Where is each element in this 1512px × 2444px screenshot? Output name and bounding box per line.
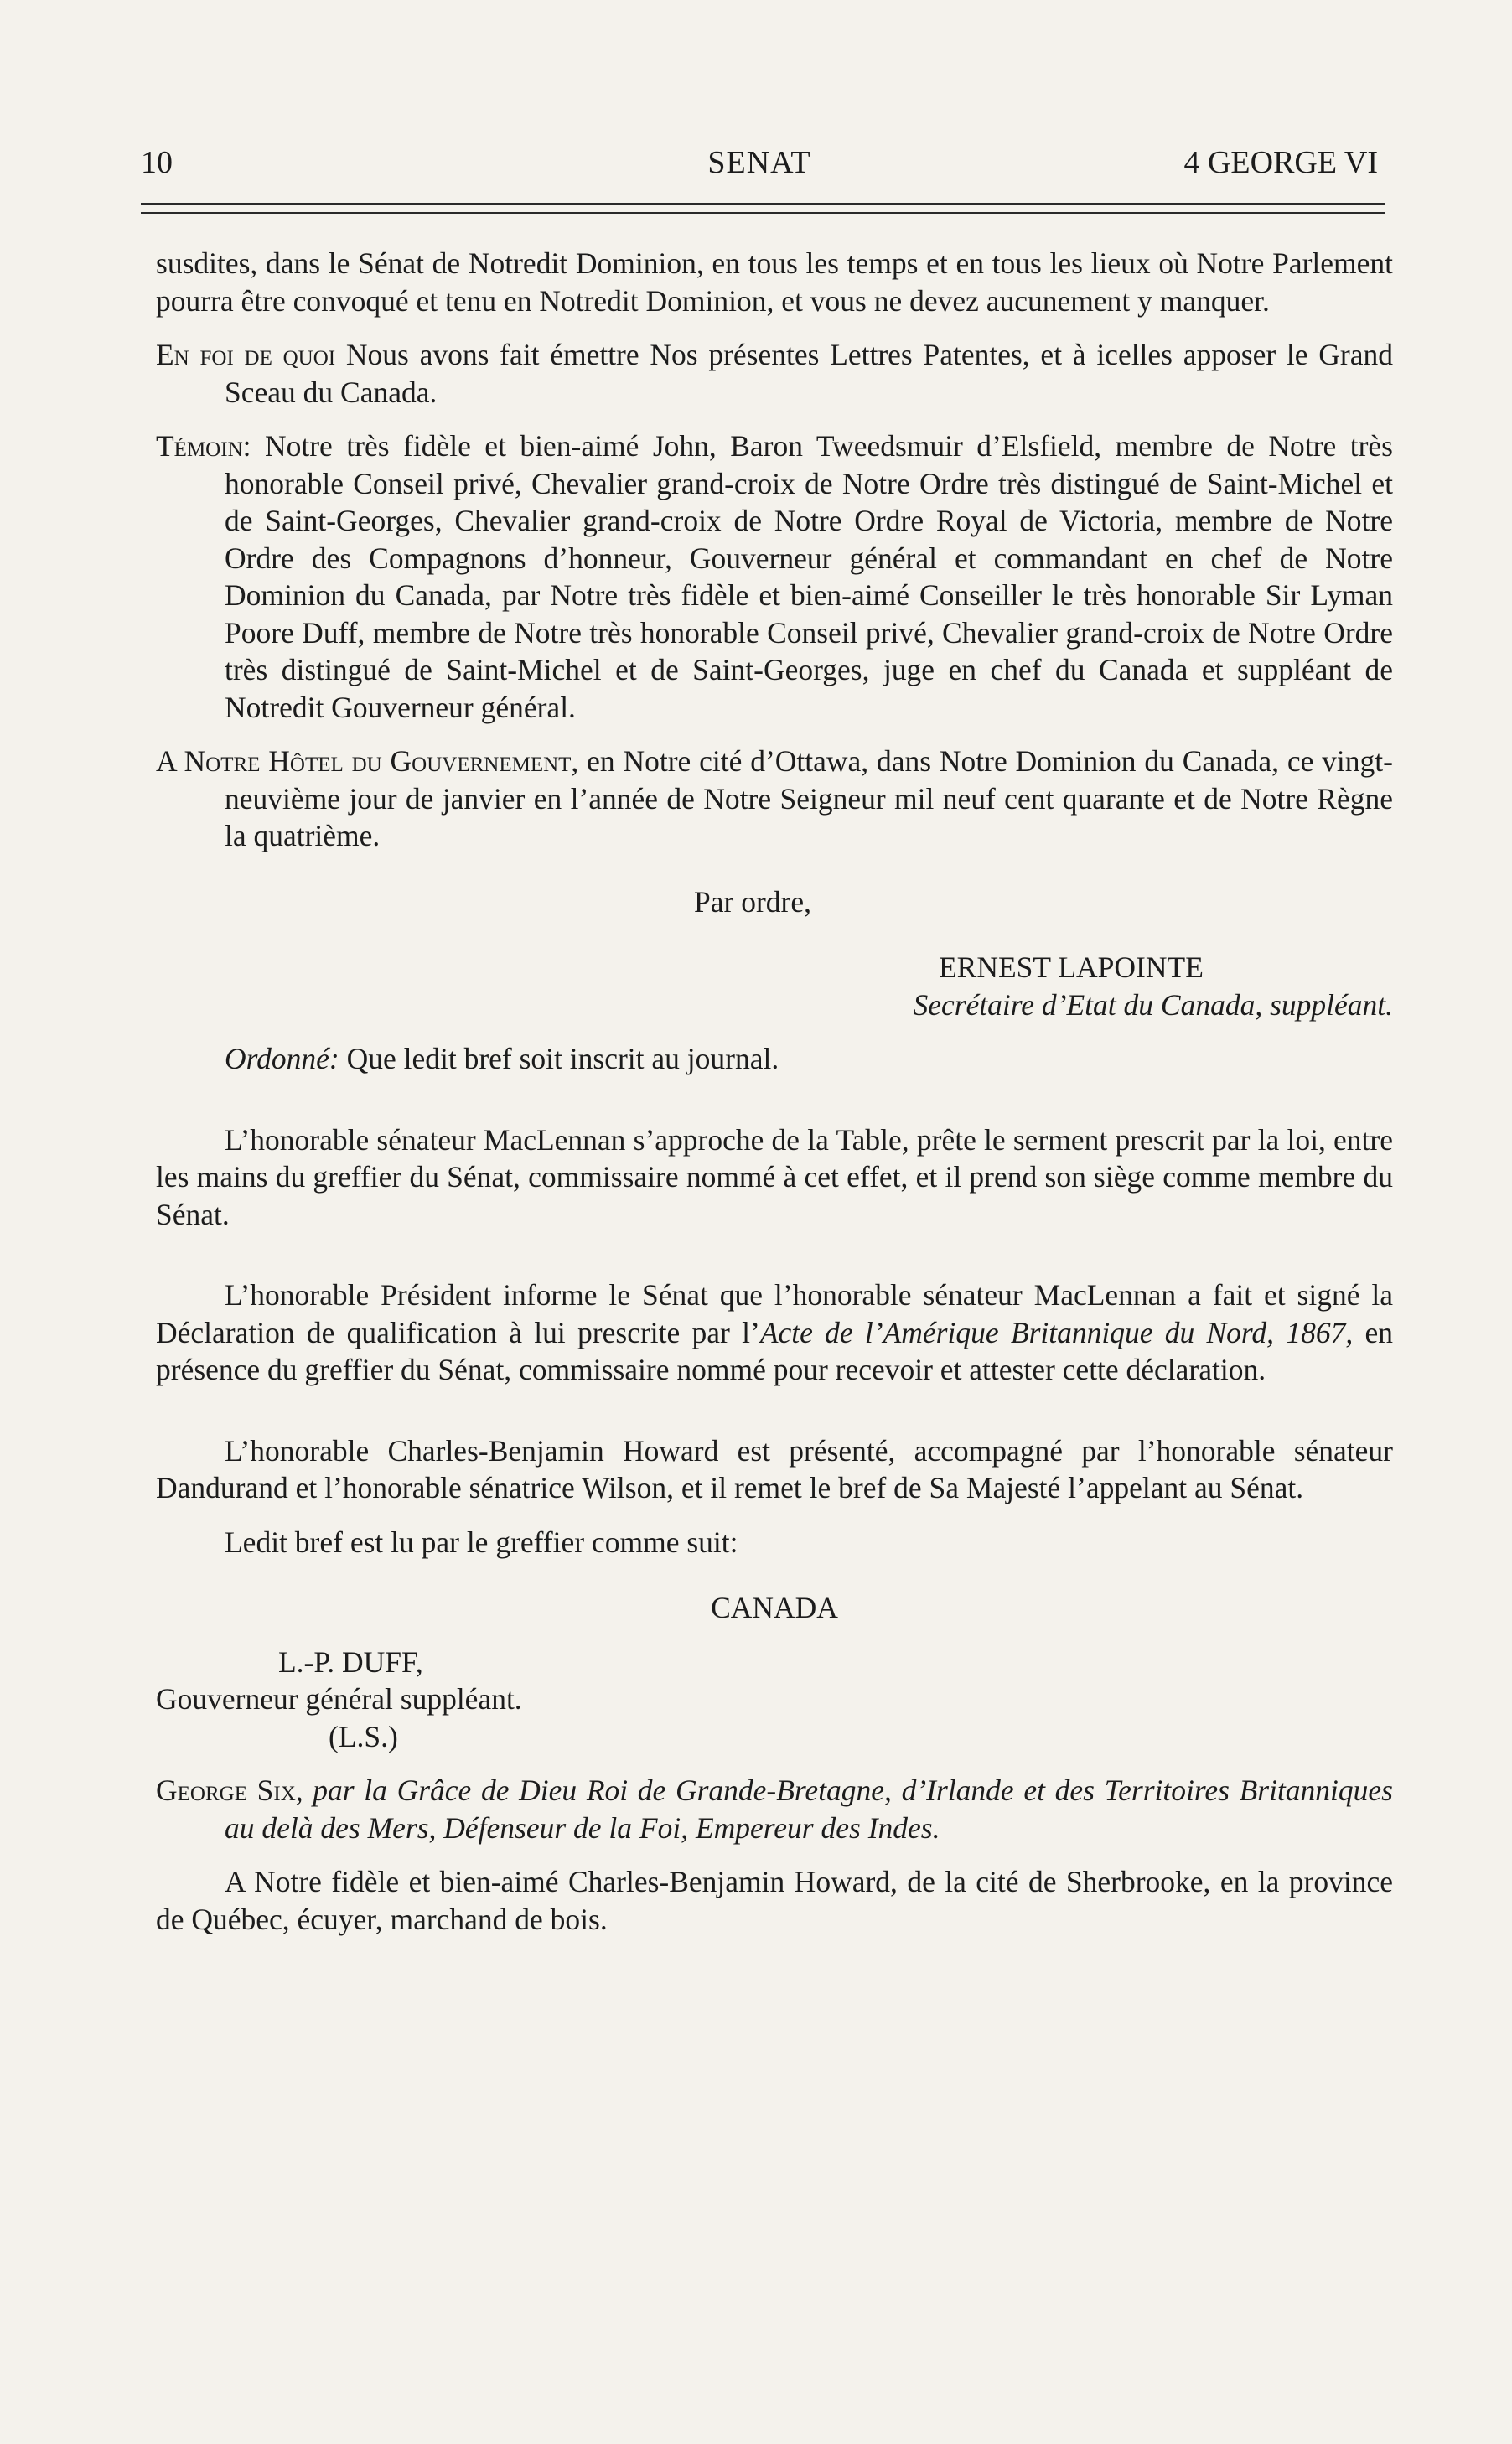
lead-george-six: George Six <box>156 1773 296 1807</box>
paragraph-en-foi <box>156 336 1393 411</box>
lead-en-foi: En foi de quoi <box>156 338 336 371</box>
paragraph-susdites: susdites, dans le Sénat de Notredit Dominion, en tous les temps et en tous les lieux où Notre Parlement pourra être convoqué et tenu en Notredit Dominion, et vous ne devez aucunement y manquer. <box>156 246 1393 318</box>
duff-title: Gouverneur général suppléant. <box>156 1682 522 1716</box>
text-temoin: : Notre très fidèle et bien-aimé John, Baron Tweedsmuir d’Elsfield, membre de Notre très honorable Conseil privé, Chevalier grand-croix de Notre Ordre très distingué de Saint-Michel et de Saint-Georges, Chevalier grand-croix de Notre Ordre Royal de Victoria, membre de Notre Ordre des Compagnons d’honneur, Gouverneur général et commandant en chef de Notre Dominion du Canada, par Notre très fidèle et bien-aimé Conseiller le très honorable Sir Lyman Poore Duff, membre de Notre très honorable Conseil privé, Chevalier grand-croix de Notre Ordre très distingué de Saint-Michel et de Saint-Georges, juge en chef du Canada et suppléant de Notredit Gouverneur général. <box>225 429 1393 724</box>
text-george-six: , par la Grâce de Dieu Roi de Grande-Bretagne, d’Irlande et des Territoires Britanniques au delà des Mers, Défenseur de la Foi, Empereur des Indes. <box>225 1773 1393 1845</box>
paragraph-bref-lu: Ledit bref est lu par le greffier comme suit: <box>225 1525 738 1559</box>
ordonne-text: Que ledit bref soit inscrit au journal. <box>339 1042 779 1075</box>
seal-ls: (L.S.) <box>329 1719 398 1753</box>
paragraph-declaration <box>156 1276 1393 1389</box>
signatory-title: Secrétaire d’Etat du Canada, suppléant. <box>913 987 1393 1022</box>
declaration-text-b: en présence du greffier du Sénat, commissaire nommé pour recevoir et attester cette déclaration. <box>156 1315 1393 1386</box>
canada-heading: CANADA <box>711 1591 838 1624</box>
paragraph-george-six <box>156 1772 1393 1846</box>
section-title: SENAT <box>707 145 811 180</box>
header-double-rule <box>141 203 1385 214</box>
paragraph-hotel <box>156 743 1393 855</box>
ordonne-lead: Ordonné: <box>225 1042 339 1075</box>
paragraph-temoin <box>156 427 1393 726</box>
page-header <box>141 141 1378 184</box>
duff-name: L.-P. DUFF, <box>278 1644 423 1679</box>
declaration-text-a: L’honorable Président informe le Sénat que l’honorable sénateur MacLennan a fait et signé la Déclaration de qualification à lui prescrite par l’ <box>156 1278 1393 1349</box>
lead-hotel: A Notre Hôtel du Gouvernement <box>156 744 572 778</box>
regnal-year: 4 GEORGE VI <box>1183 145 1378 180</box>
page-body <box>156 245 1393 1938</box>
ordonne-line <box>156 1040 1393 1078</box>
paragraph-howard-address: A Notre fidèle et bien-aimé Charles-Benjamin Howard, de la cité de Sherbrooke, en la province de Québec, écuyer, marchand de bois. <box>156 1865 1393 1936</box>
page-number: 10 <box>141 145 173 180</box>
lead-temoin: Témoin <box>156 429 243 463</box>
paragraph-howard-presented: L’honorable Charles-Benjamin Howard est présenté, accompagné par l’honorable sénateur Dandurand et l’honorable sénatrice Wilson, et il remet le bref de Sa Majesté l’appelant au Sénat. <box>156 1433 1393 1504</box>
declaration-act-title: Acte de l’Amérique Britannique du Nord, 1867, <box>759 1315 1354 1349</box>
by-order: Par ordre, <box>694 884 811 919</box>
text-hotel: , en Notre cité d’Ottawa, dans Notre Dominion du Canada, ce vingt-neuvième jour de janvier en l’année de Notre Seigneur mil neuf cent quarante et de Notre Règne la quatrième. <box>225 744 1393 852</box>
signatory-name: ERNEST LAPOINTE <box>939 950 1204 984</box>
paragraph-maclennan-oath: L’honorable sénateur MacLennan s’approche de la Table, prête le serment prescrit par la loi, entre les mains du greffier du Sénat, commissaire nommé à cet effet, et il prend son siège comme membre du Sénat. <box>156 1122 1393 1231</box>
text-en-foi: Nous avons fait émettre Nos présentes Lettres Patentes, et à icelles apposer le Grand Sceau du Canada. <box>225 338 1393 409</box>
